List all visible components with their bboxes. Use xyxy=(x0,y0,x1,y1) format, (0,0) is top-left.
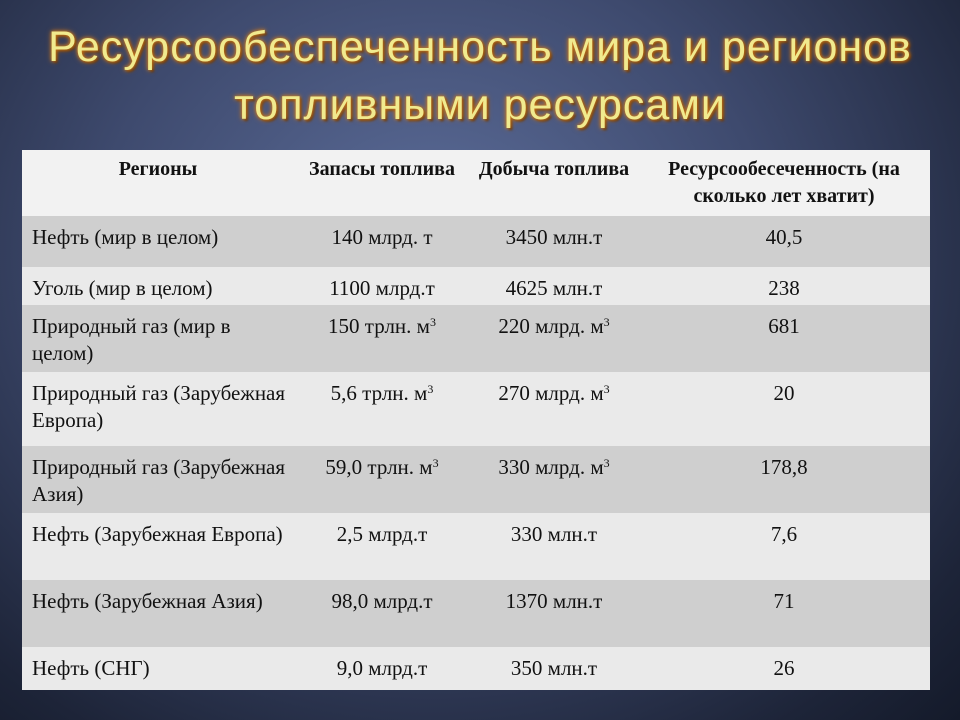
cell-supply: 178,8 xyxy=(638,446,930,513)
cell-reserves xyxy=(294,216,470,267)
table-row xyxy=(22,267,930,305)
cell-reserves xyxy=(294,647,470,690)
cell-supply: 238 xyxy=(638,267,930,305)
cell-supply: 20 xyxy=(638,372,930,446)
value-text: 59,0 трлн. м xyxy=(325,455,433,479)
value-text: 140 млрд. т xyxy=(331,225,433,249)
cell-production xyxy=(470,216,638,267)
cell-region: Природный газ (Зарубежная Азия) xyxy=(22,446,294,513)
value-text: 3450 млн.т xyxy=(505,225,603,249)
cell-production xyxy=(470,372,638,446)
value-text: 350 млн.т xyxy=(510,656,598,680)
cell-reserves xyxy=(294,446,470,513)
value-text: 150 трлн. м xyxy=(328,314,430,338)
value-text: 9,0 млрд.т xyxy=(336,656,428,680)
unit-exponent: 3 xyxy=(603,382,610,396)
cell-supply: 40,5 xyxy=(638,216,930,267)
header-reserves: Запасы топлива xyxy=(294,150,470,216)
cell-production xyxy=(470,513,638,580)
value-text: 1370 млн.т xyxy=(505,589,603,613)
unit-exponent: 3 xyxy=(432,456,439,470)
value-text: 98,0 млрд.т xyxy=(331,589,433,613)
cell-supply: 71 xyxy=(638,580,930,647)
cell-region: Природный газ (Зарубежная Европа) xyxy=(22,372,294,446)
cell-supply: 7,6 xyxy=(638,513,930,580)
header-region: Регионы xyxy=(22,150,294,216)
table-row xyxy=(22,216,930,267)
cell-production xyxy=(470,267,638,305)
unit-exponent: 3 xyxy=(603,315,610,329)
table-row xyxy=(22,513,930,580)
cell-region: Уголь (мир в целом) xyxy=(22,267,294,305)
cell-supply: 681 xyxy=(638,305,930,372)
cell-region: Нефть (СНГ) xyxy=(22,647,294,690)
value-text: 220 млрд. м xyxy=(498,314,604,338)
value-text: 2,5 млрд.т xyxy=(336,522,428,546)
cell-region: Нефть (Зарубежная Азия) xyxy=(22,580,294,647)
table-row xyxy=(22,580,930,647)
cell-production xyxy=(470,305,638,372)
data-table xyxy=(22,150,930,690)
unit-exponent: 3 xyxy=(429,315,436,329)
fuel-resources-table xyxy=(22,150,930,690)
cell-reserves xyxy=(294,513,470,580)
cell-reserves xyxy=(294,305,470,372)
table-row xyxy=(22,446,930,513)
value-text: 330 млрд. м xyxy=(498,455,604,479)
cell-region: Нефть (Зарубежная Европа) xyxy=(22,513,294,580)
slide-title: Ресурсообеспеченность мира и регионов топливными ресурсами xyxy=(48,23,912,129)
cell-reserves xyxy=(294,267,470,305)
cell-production xyxy=(470,580,638,647)
value-text: 270 млрд. м xyxy=(498,381,604,405)
header-production: Добыча топлива xyxy=(470,150,638,216)
value-text: 1100 млрд.т xyxy=(329,276,435,300)
cell-region: Природный газ (мир в целом) xyxy=(22,305,294,372)
value-text: 330 млн.т xyxy=(510,522,598,546)
unit-exponent: 3 xyxy=(427,382,434,396)
table-row xyxy=(22,305,930,372)
cell-production xyxy=(470,647,638,690)
value-text: 5,6 трлн. м xyxy=(330,381,428,405)
cell-supply: 26 xyxy=(638,647,930,690)
cell-reserves xyxy=(294,580,470,647)
cell-reserves xyxy=(294,372,470,446)
header-supply: Ресурсообесеченность (на сколько лет хватит) xyxy=(638,150,930,216)
value-text: 4625 млн.т xyxy=(505,276,603,300)
table-header-row xyxy=(22,150,930,216)
cell-region: Нефть (мир в целом) xyxy=(22,216,294,267)
table-row xyxy=(22,372,930,446)
cell-production xyxy=(470,446,638,513)
unit-exponent: 3 xyxy=(603,456,610,470)
table-row xyxy=(22,647,930,690)
